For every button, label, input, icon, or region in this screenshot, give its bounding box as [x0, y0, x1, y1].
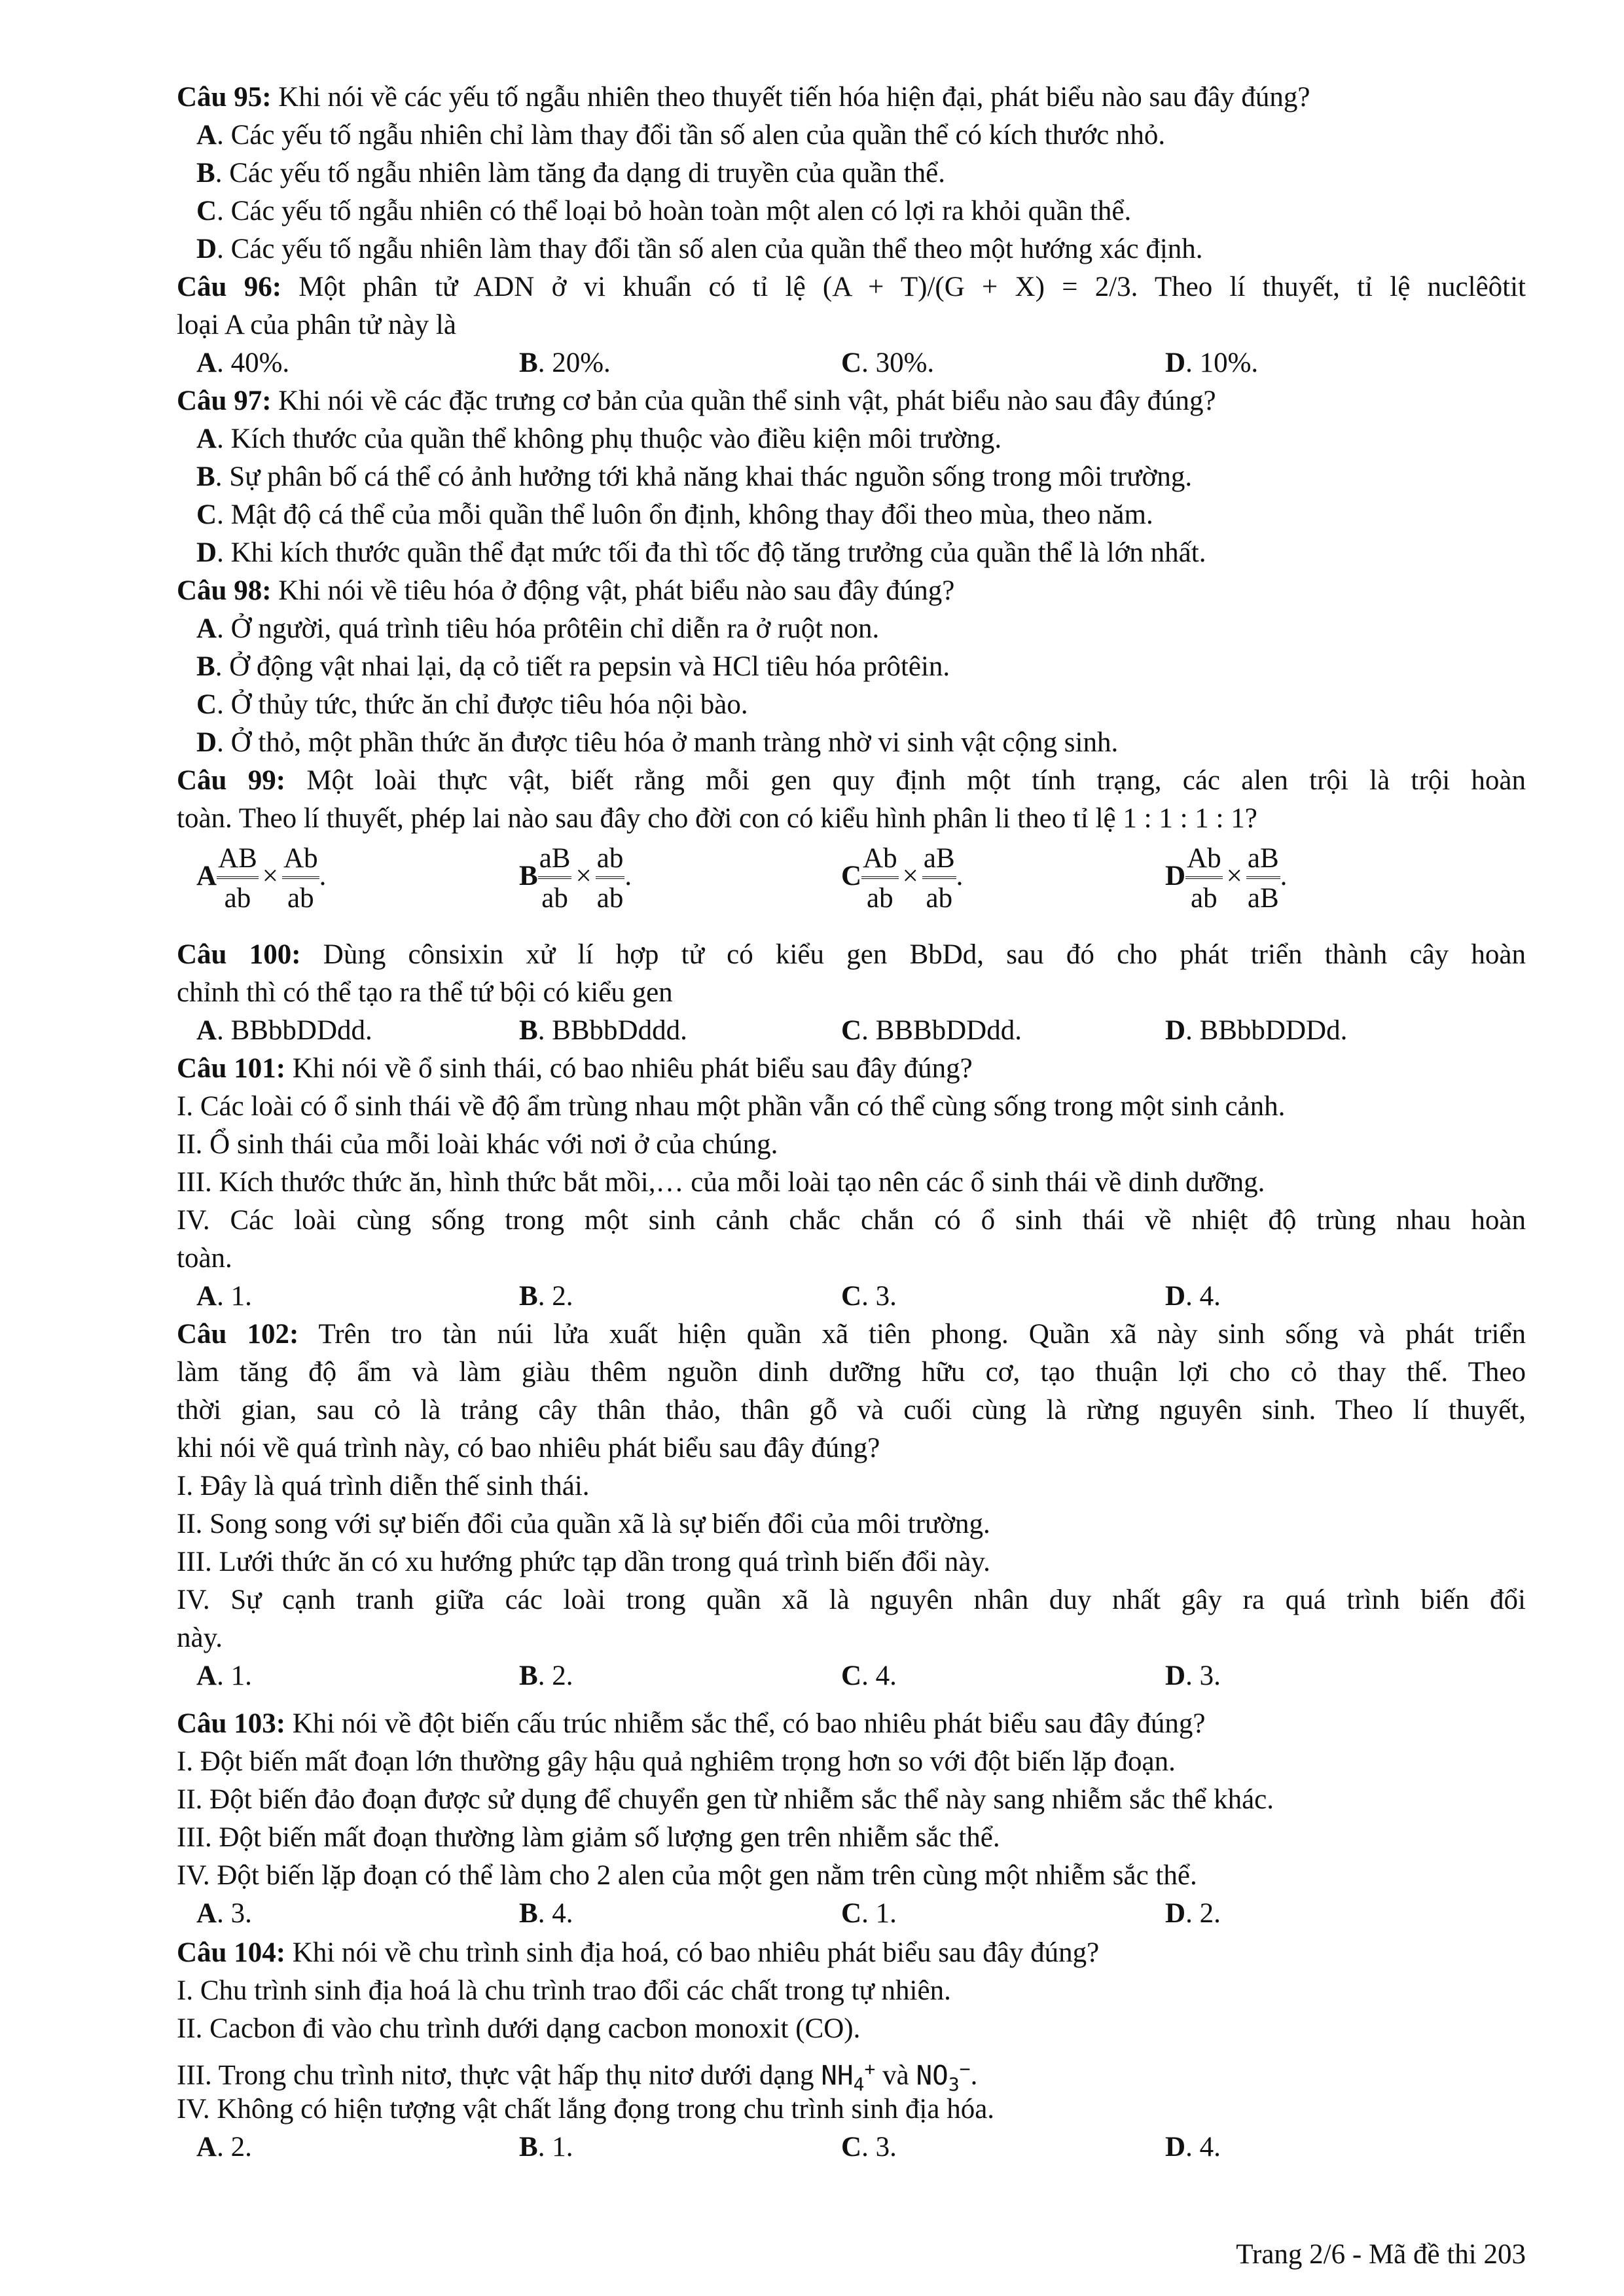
genotype-fraction: $\frac{aB}{ab}$: [923, 843, 955, 914]
option-a: A. Ở người, quá trình tiêu hóa prôtêin chỉ diễn ra ở ruột non.: [196, 613, 880, 644]
option-a: A. Các yếu tố ngẫu nhiên chỉ làm thay đổi tần số alen của quần thể có kích thước nhỏ.: [196, 120, 1166, 151]
question-102-stem-cont: thời gian, sau cỏ là trảng cây thân thảo, thân gỗ và cuối cùng là rừng nguyên sinh. Theo lí thuyết,: [177, 1395, 1526, 1426]
option-a: A. 40%.: [196, 348, 290, 378]
option-b: B. 2.: [519, 1660, 573, 1691]
statement: III. Đột biến mất đoạn thường làm giảm số lượng gen trên nhiễm sắc thể.: [177, 1822, 1000, 1853]
option-b: B. BBbbDddd.: [519, 1015, 687, 1046]
option-b: B. 4.: [519, 1898, 573, 1929]
statement: I. Chu trình sinh địa hoá là chu trình trao đổi các chất trong tự nhiên.: [177, 1975, 951, 2006]
statement: IV. Đột biến lặp đoạn có thể làm cho 2 alen của một gen nằm trên cùng một nhiễm sắc thể.: [177, 1860, 1197, 1891]
question-102-stem: Câu 102: Trên tro tàn núi lửa xuất hiện quần xã tiên phong. Quần xã này sinh sống và phát triển: [177, 1319, 1526, 1350]
option-c: C. 3.: [841, 1281, 897, 1312]
statement: toàn.: [177, 1243, 232, 1274]
option-b: B $\frac{aB}{ab}$ × $\frac{ab}{ab}$ .: [519, 843, 632, 914]
option-a: A. 1.: [196, 1281, 252, 1312]
option-a: A. BBbbDDdd.: [196, 1015, 372, 1046]
question-number: Câu 102:: [177, 1319, 299, 1350]
option-c: C. 4.: [841, 1660, 897, 1691]
option-a: A $\frac{AB}{ab}$ × $\frac{Ab}{ab}$ .: [196, 843, 327, 914]
question-number: Câu 95:: [177, 82, 272, 113]
genotype-fraction: $\frac{Ab}{ab}$: [283, 843, 318, 914]
option-b: B. 20%.: [519, 348, 611, 378]
option-c: C. 3.: [841, 2132, 897, 2162]
question-number: Câu 101:: [177, 1053, 286, 1084]
statement: I. Các loài có ổ sinh thái về độ ẩm trùng nhau một phần vẫn có thể cùng sống trong một sinh cảnh.: [177, 1091, 1286, 1122]
question-number: Câu 99:: [177, 765, 286, 796]
times-icon: ×: [902, 860, 918, 891]
question-104-stem: Câu 104: Khi nói về chu trình sinh địa hoá, có bao nhiêu phát biểu sau đây đúng?: [177, 1937, 1100, 1968]
genotype-fraction: $\frac{AB}{ab}$: [218, 843, 257, 914]
statement: IV. Các loài cùng sống trong một sinh cảnh chắc chắn có ổ sinh thái về nhiệt độ trùng nhau hoàn: [177, 1205, 1526, 1236]
option-d: D. Các yếu tố ngẫu nhiên làm thay đổi tần số alen của quần thể theo một hướng xác định.: [196, 234, 1203, 264]
statement: IV. Không có hiện tượng vật chất lắng đọng trong chu trình sinh địa hóa.: [177, 2094, 995, 2125]
question-99-stem-cont: toàn. Theo lí thuyết, phép lai nào sau đây cho đời con có kiểu hình phân li theo tỉ lệ 1 : 1 : 1 : 1?: [177, 803, 1257, 834]
option-b: B. 2.: [519, 1281, 573, 1312]
statement: II. Đột biến đảo đoạn được sử dụng để chuyển gen từ nhiễm sắc thể này sang nhiễm sắc thể khác.: [177, 1784, 1274, 1815]
ammonium-formula: $NH_4^+$: [821, 2058, 876, 2095]
option-d: D. Ở thỏ, một phần thức ăn được tiêu hóa ở manh tràng nhờ vi sinh vật cộng sinh.: [196, 727, 1119, 758]
genotype-fraction: $\frac{Ab}{ab}$: [1187, 843, 1221, 914]
question-102-stem-cont: làm tăng độ ẩm và làm giàu thêm nguồn dinh dưỡng hữu cơ, tạo thuận lợi cho cỏ thay thế. Theo: [177, 1357, 1526, 1388]
question-102-stem-cont: khi nói về quá trình này, có bao nhiêu phát biểu sau đây đúng?: [177, 1433, 880, 1463]
genotype-fraction: $\frac{aB}{aB}$: [1247, 843, 1279, 914]
statement: II. Ổ sinh thái của mỗi loài khác với nơi ở của chúng.: [177, 1129, 778, 1160]
statement: III. Kích thước thức ăn, hình thức bắt mồi,… của mỗi loài tạo nên các ổ sinh thái về dinh dưỡng.: [177, 1167, 1265, 1198]
question-98-stem: Câu 98: Khi nói về tiêu hóa ở động vật, phát biểu nào sau đây đúng?: [177, 575, 955, 606]
page-footer: Trang 2/6 - Mã đề thi 203: [1236, 2239, 1526, 2270]
question-100-stem: Câu 100: Dùng cônsixin xử lí hợp tử có kiểu gen BbDd, sau đó cho phát triển thành cây hoàn: [177, 939, 1526, 970]
question-number: Câu 103:: [177, 1708, 286, 1739]
statement: II. Cacbon đi vào chu trình dưới dạng cacbon monoxit (CO).: [177, 2013, 861, 2044]
option-c: C. 1.: [841, 1898, 897, 1929]
option-d: D. BBbbDDDd.: [1165, 1015, 1348, 1046]
option-c: C. Các yếu tố ngẫu nhiên có thể loại bỏ hoàn toàn một alen có lợi ra khỏi quần thể.: [196, 196, 1132, 226]
question-number: Câu 98:: [177, 575, 272, 606]
times-icon: ×: [262, 860, 279, 891]
genotype-fraction: $\frac{aB}{ab}$: [539, 843, 571, 914]
option-c: C $\frac{Ab}{ab}$ × $\frac{aB}{ab}$ .: [841, 843, 964, 914]
option-d: D. 3.: [1165, 1660, 1221, 1691]
option-b: B. Ở động vật nhai lại, dạ cỏ tiết ra pepsin và HCl tiêu hóa prôtêin.: [196, 651, 950, 682]
question-number: Câu 97:: [177, 386, 272, 416]
option-c: C. Ở thủy tức, thức ăn chỉ được tiêu hóa nội bào.: [196, 689, 748, 720]
option-c: C. BBBbDDdd.: [841, 1015, 1022, 1046]
question-stem-text: Khi nói về các yếu tố ngẫu nhiên theo thuyết tiến hóa hiện đại, phát biểu nào sau đây đúng?: [271, 82, 1310, 113]
times-icon: ×: [1226, 860, 1242, 891]
statement: này.: [177, 1623, 223, 1653]
statement: I. Đây là quá trình diễn thế sinh thái.: [177, 1471, 590, 1501]
option-b: B. 1.: [519, 2132, 573, 2162]
statement: I. Đột biến mất đoạn lớn thường gây hậu quả nghiêm trọng hơn so với đột biến lặp đoạn.: [177, 1746, 1176, 1777]
question-101-stem: Câu 101: Khi nói về ổ sinh thái, có bao nhiêu phát biểu sau đây đúng?: [177, 1053, 973, 1084]
option-b: B. Sự phân bố cá thể có ảnh hưởng tới khả năng khai thác nguồn sống trong môi trường.: [196, 461, 1193, 492]
option-a: A. 3.: [196, 1898, 252, 1929]
option-d: D $\frac{Ab}{ab}$ × $\frac{aB}{aB}$ .: [1165, 843, 1288, 914]
question-99-stem: Câu 99: Một loài thực vật, biết rằng mỗi gen quy định một tính trạng, các alen trội là trội hoàn: [177, 765, 1526, 796]
option-a: A. Kích thước của quần thể không phụ thuộc vào điều kiện môi trường.: [196, 423, 1002, 454]
option-c: C. Mật độ cá thể của mỗi quần thể luôn ổn định, không thay đổi theo mùa, theo năm.: [196, 499, 1153, 530]
nitrate-formula: $NO_3^-$: [916, 2058, 971, 2095]
genotype-fraction: $\frac{ab}{ab}$: [596, 843, 624, 914]
option-d: D. 2.: [1165, 1898, 1221, 1929]
genotype-fraction: $\frac{Ab}{ab}$: [863, 843, 897, 914]
question-number: Câu 96:: [177, 272, 282, 302]
option-d: D. 4.: [1165, 2132, 1221, 2162]
statement: III. Lưới thức ăn có xu hướng phức tạp dần trong quá trình biến đổi này.: [177, 1547, 990, 1577]
option-d: D. Khi kích thước quần thể đạt mức tối đa thì tốc độ tăng trưởng của quần thể là lớn nhất.: [196, 537, 1206, 568]
question-number: Câu 100:: [177, 939, 301, 970]
option-c: C. 30%.: [841, 348, 935, 378]
question-number: Câu 104:: [177, 1937, 286, 1968]
option-d: D. 10%.: [1165, 348, 1259, 378]
option-a: A. 2.: [196, 2132, 252, 2162]
statement: IV. Sự cạnh tranh giữa các loài trong quần xã là nguyên nhân duy nhất gây ra quá trình biến đổi: [177, 1585, 1526, 1615]
statement: II. Song song với sự biến đổi của quần xã là sự biến đổi của môi trường.: [177, 1509, 990, 1539]
question-96-stem: Câu 96: Một phân tử ADN ở vi khuẩn có tỉ lệ (A + T)/(G + X) = 2/3. Theo lí thuyết, tỉ lệ nuclêôtit: [177, 272, 1526, 302]
option-a: A. 1.: [196, 1660, 252, 1691]
question-95-stem: [177, 79, 1526, 117]
question-97-stem: Câu 97: Khi nói về các đặc trưng cơ bản của quần thể sinh vật, phát biểu nào sau đây đúng?: [177, 386, 1216, 416]
question-100-stem-cont: chỉnh thì có thể tạo ra thể tứ bội có kiểu gen: [177, 977, 673, 1008]
statement: III. Trong chu trình nitơ, thực vật hấp thụ nitơ dưới dạng $NH_4^+$ và $NO_3^-$.: [177, 2058, 978, 2095]
question-96-stem-cont: loại A của phân tử này là: [177, 310, 456, 340]
times-icon: ×: [575, 860, 592, 891]
option-b: B. Các yếu tố ngẫu nhiên làm tăng đa dạng di truyền của quần thể.: [196, 158, 945, 188]
question-103-stem: Câu 103: Khi nói về đột biến cấu trúc nhiễm sắc thể, có bao nhiêu phát biểu sau đây đúng?: [177, 1708, 1206, 1739]
option-d: D. 4.: [1165, 1281, 1221, 1312]
